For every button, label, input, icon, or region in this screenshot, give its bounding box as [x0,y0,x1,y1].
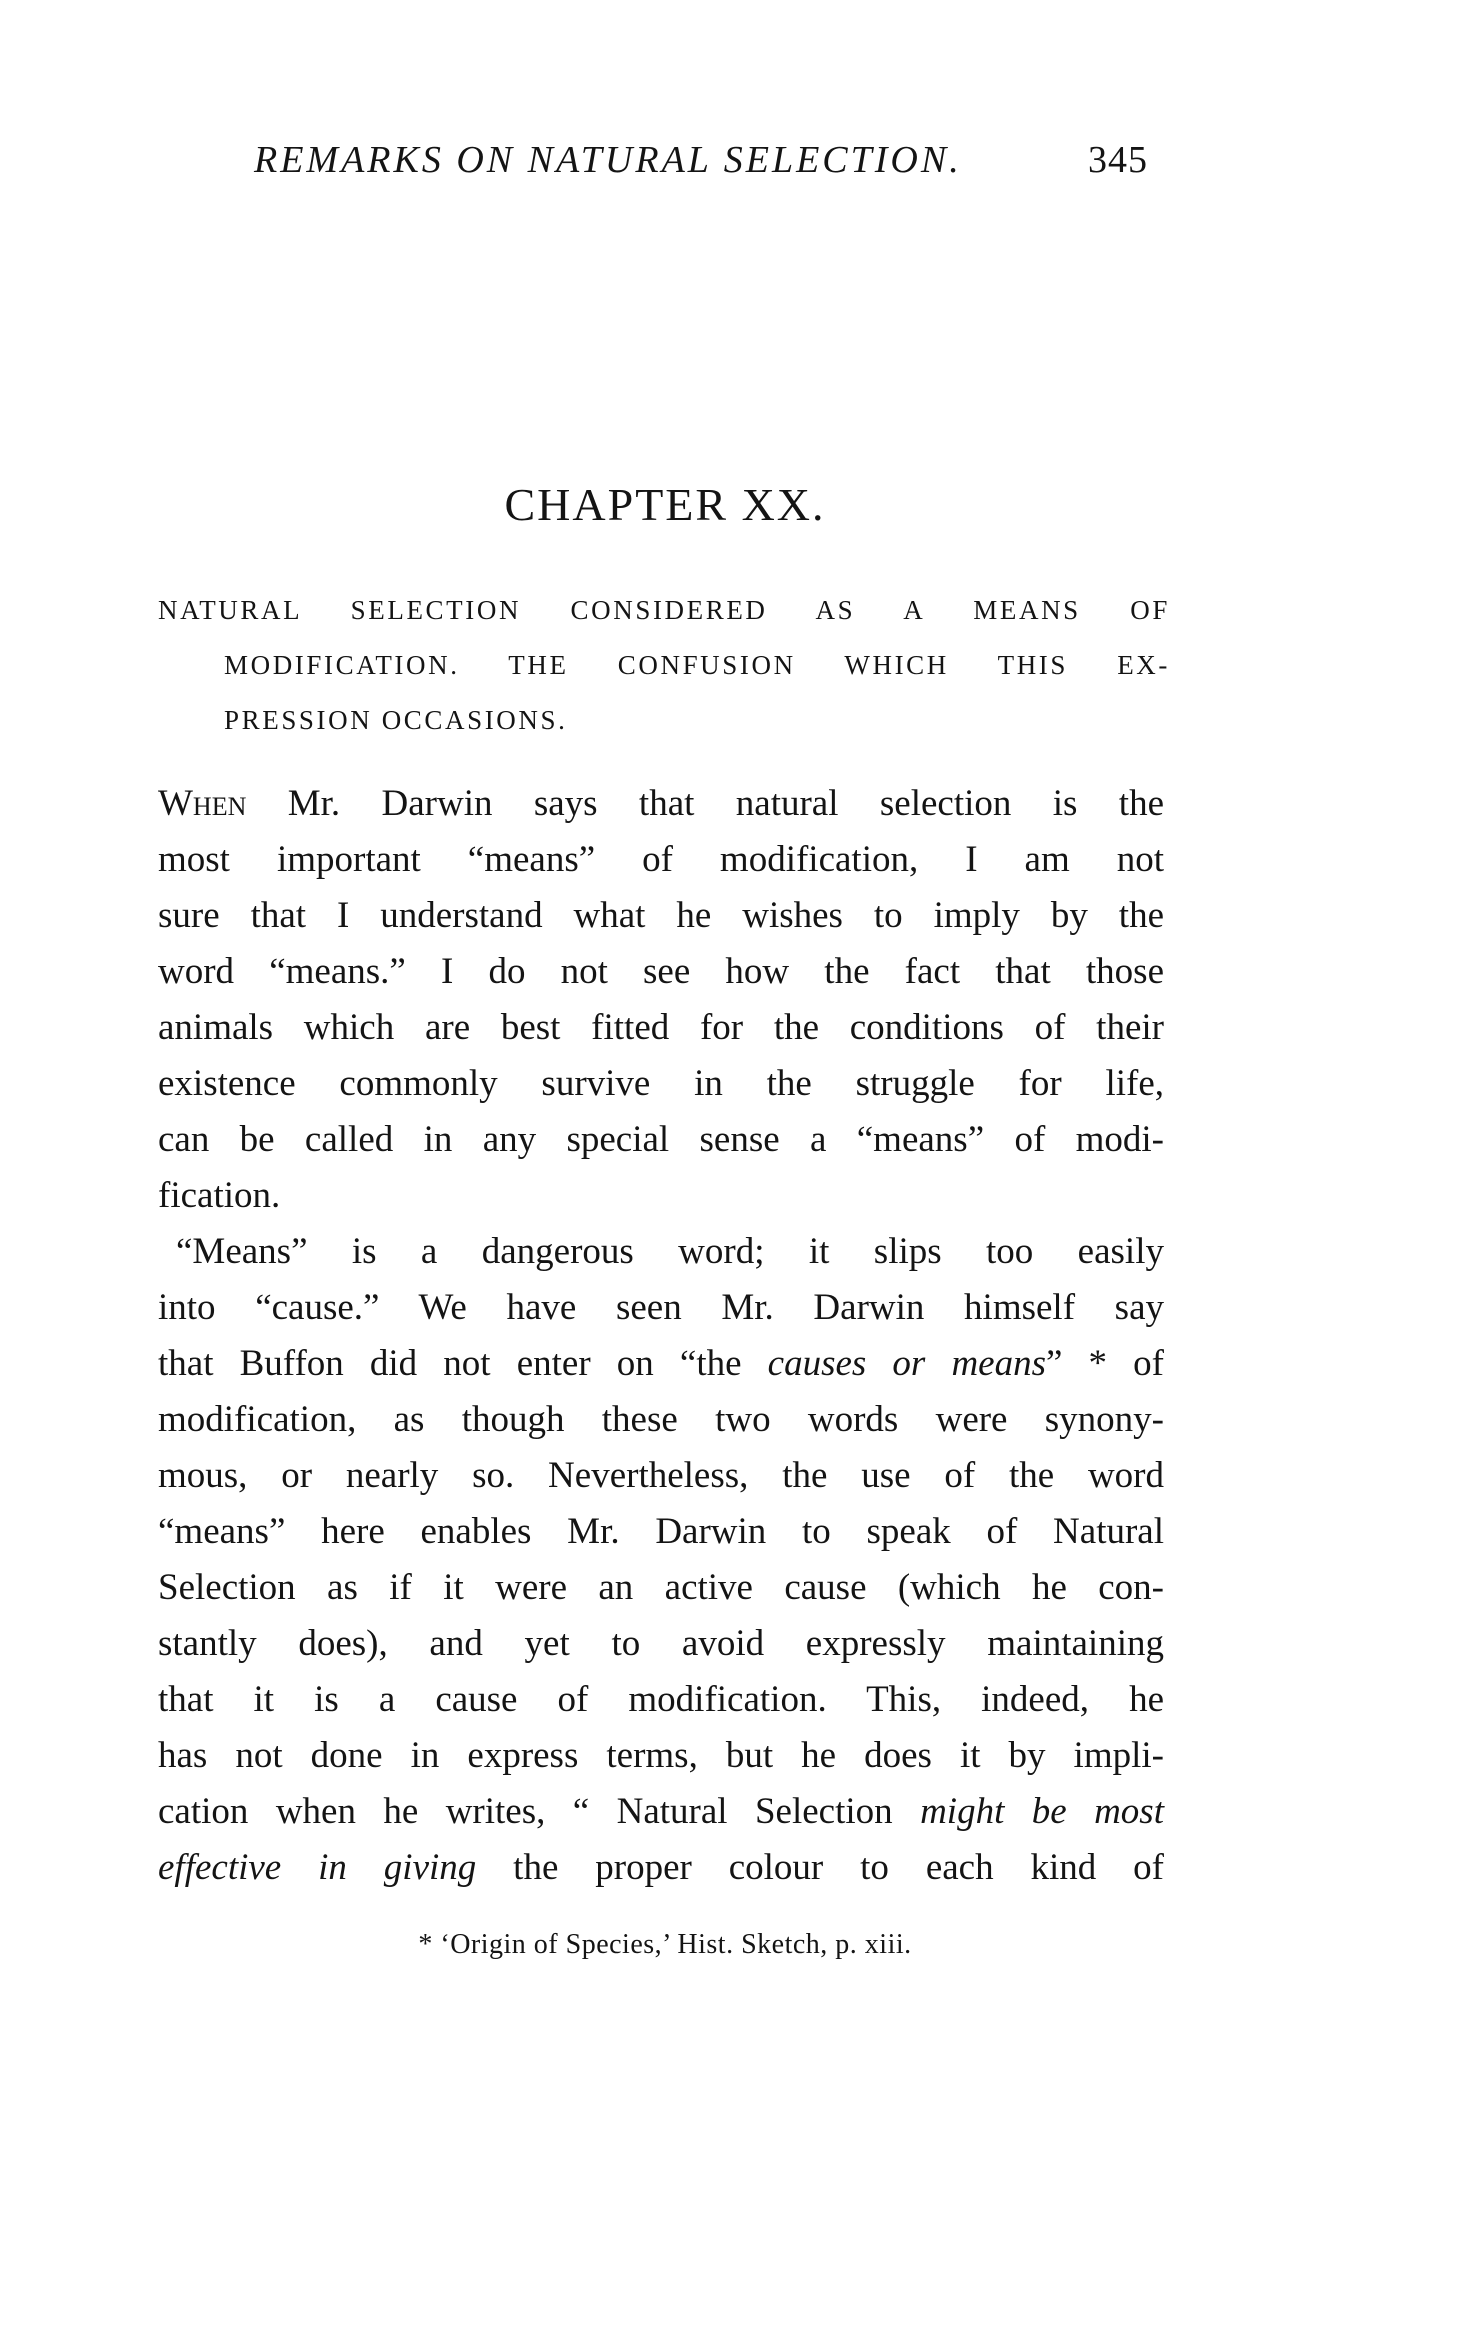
text-segment: Mr. Darwin says that natural selection is the [246,783,1164,824]
text-line [158,1784,1164,1840]
page-number: 345 [1088,139,1148,181]
italic-text: effective in giving [158,1847,477,1888]
text-line: “Means” is a dangerous word; it slips too easily [176,1231,1164,1272]
body-text [158,776,1164,1896]
text-line: can be called in any special sense a “means” of modi- [158,1119,1164,1160]
text-line [158,1336,1164,1392]
text-line: existence commonly survive in the struggle for life, [158,1063,1164,1104]
text-line: has not done in express terms, but he does it by impli- [158,1735,1164,1776]
text-line [158,776,1164,832]
chapter-subtitle [158,583,1170,748]
text-line: Selection as if it were an active cause (which he con- [158,1567,1164,1608]
italic-text: causes or means [767,1343,1046,1384]
text-segment: ” * of [1046,1343,1164,1384]
text-segment: that Buffon did not enter on “the [158,1343,768,1384]
text-line: most important “means” of modification, I am not [158,839,1164,880]
running-title: REMARKS ON NATURAL SELECTION. [254,139,962,181]
text-line: “means” here enables Mr. Darwin to speak of Natural [158,1511,1164,1552]
text-line: modification, as though these two words were synony- [158,1399,1164,1440]
running-head [254,138,1154,198]
text-line: word “means.” I do not see how the fact that those [158,951,1164,992]
chapter-title: CHAPTER XX. [504,479,826,530]
text-segment: cation when he writes, “ Natural Selection [158,1791,921,1832]
dropword: When [158,783,247,824]
text-line: animals which are best fitted for the conditions of their [158,1007,1164,1048]
text-line: into “cause.” We have seen Mr. Darwin himself say [158,1287,1164,1328]
text-line: mous, or nearly so. Nevertheless, the use of the word [158,1455,1164,1496]
text-line: that it is a cause of modification. This, indeed, he [158,1679,1164,1720]
text-line: fication. [158,1175,281,1216]
chapter-subtitle-line: MODIFICATION. THE CONFUSION WHICH THIS EX- [224,650,1170,680]
chapter-subtitle-line: NATURAL SELECTION CONSIDERED AS A MEANS OF [158,595,1170,625]
text-line [158,1840,1164,1896]
text-segment: the proper colour to each kind of [476,1847,1164,1888]
text-line: sure that I understand what he wishes to imply by the [158,895,1164,936]
text-line: stantly does), and yet to avoid expressly maintaining [158,1623,1164,1664]
footnote: * ‘Origin of Species,’ Hist. Sketch, p. xiii. [418,1929,912,1960]
chapter-subtitle-line: PRESSION OCCASIONS. [224,705,568,735]
italic-text: might be most [920,1791,1164,1832]
